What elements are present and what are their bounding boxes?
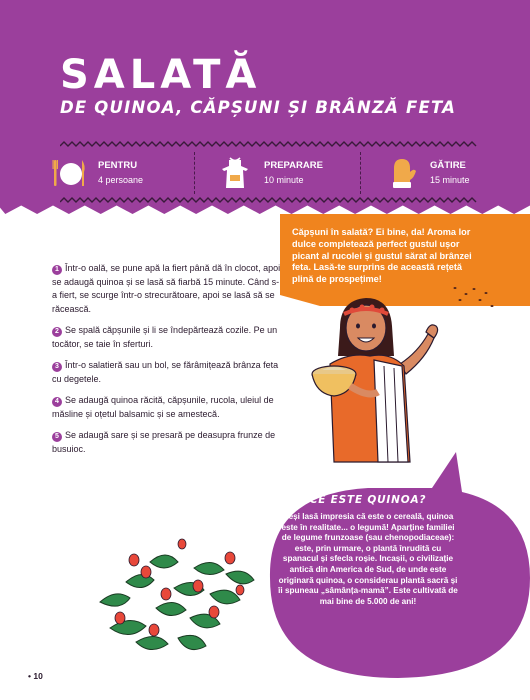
cook-label: GĂTIRE <box>430 160 466 171</box>
servings-info <box>52 152 192 196</box>
step-text: Într-o oală, se pune apă la fiert până dă în clocot, apoi se adaugă quinoa și se lasă să fiarbă 15 minute. Când s-a fiert, se scurge într-o strecurătoare, apoi se lasă să se răcească. <box>52 263 281 314</box>
info-separator <box>360 152 361 194</box>
cook-time-info <box>384 152 524 196</box>
step-text: Se adaugă quinoa răcită, căpșunile, rucola, uleiul de măsline și oțetul balsamic și se amestecă. <box>52 395 274 419</box>
zigzag-divider-top <box>60 140 478 148</box>
strawberry-plant-illustration <box>90 538 262 662</box>
prep-label: PREPARARE <box>264 160 323 171</box>
page-subtitle: DE QUINOA, CĂPȘUNI ȘI BRÂNZĂ FETA <box>60 98 457 117</box>
step-number-badge: 1 <box>52 265 62 275</box>
info-separator <box>194 152 195 194</box>
recipe-step <box>52 359 284 386</box>
prep-time-info <box>218 152 358 196</box>
zigzag-divider-bottom <box>60 196 478 204</box>
oven-mitt-icon <box>384 156 418 190</box>
recipe-step <box>52 324 284 351</box>
servings-label: PENTRU <box>98 160 138 171</box>
step-number-badge: 2 <box>52 327 62 337</box>
recipe-steps <box>52 262 284 464</box>
prep-value: 10 minute <box>264 175 304 185</box>
page-number: • 10 <box>28 671 43 681</box>
apron-icon <box>218 156 252 190</box>
step-text: Se adaugă sare și se presară pe deasupra frunze de busuioc. <box>52 430 276 454</box>
page-title: SALATĂ <box>60 52 262 98</box>
bubble-title: CE ESTE QUINOA? <box>309 494 427 506</box>
step-number-badge: 4 <box>52 397 62 407</box>
step-number-badge: 3 <box>52 362 62 372</box>
cook-value: 15 minute <box>430 175 470 185</box>
plate-cutlery-icon <box>52 156 86 190</box>
intro-callout-text: Căpșuni în salată? Ei bine, da! Aroma lor dulce completează perfect gustul ușor picant al rucolei și gustul sărat al brânzei feta. Lasă-te surprins de această rețetă plină de prospețime! <box>292 227 472 285</box>
recipe-step <box>52 262 284 316</box>
step-text: Se spală căpșunile și li se îndepărtează cozile. Pe un tocător, se taie în sferturi. <box>52 325 278 349</box>
step-number-badge: 5 <box>52 432 62 442</box>
recipe-step <box>52 394 284 421</box>
inca-woman-illustration <box>300 286 500 464</box>
recipe-step <box>52 429 284 456</box>
step-text: Într-o salatieră sau un bol, se fărâmițează brânza feta cu degetele. <box>52 360 279 384</box>
servings-value: 4 persoane <box>98 175 144 185</box>
bubble-text: Deși lasă impresia că este o cereală, quinoa este în realitate... o legumă! Aparține familiei de legume frunzoase (sau chenopodiaceae): este, prin urmare, o plantă înrudită cu spanacul și sfecla roșie. Incașii, o civilizație antică din America de Sud, de unde este originară quinoa, o considerau plantă sacră și îi spuneau „sâmânța-mamă”. Este cultivată de mai bine de 5.000 de ani! <box>278 512 458 606</box>
